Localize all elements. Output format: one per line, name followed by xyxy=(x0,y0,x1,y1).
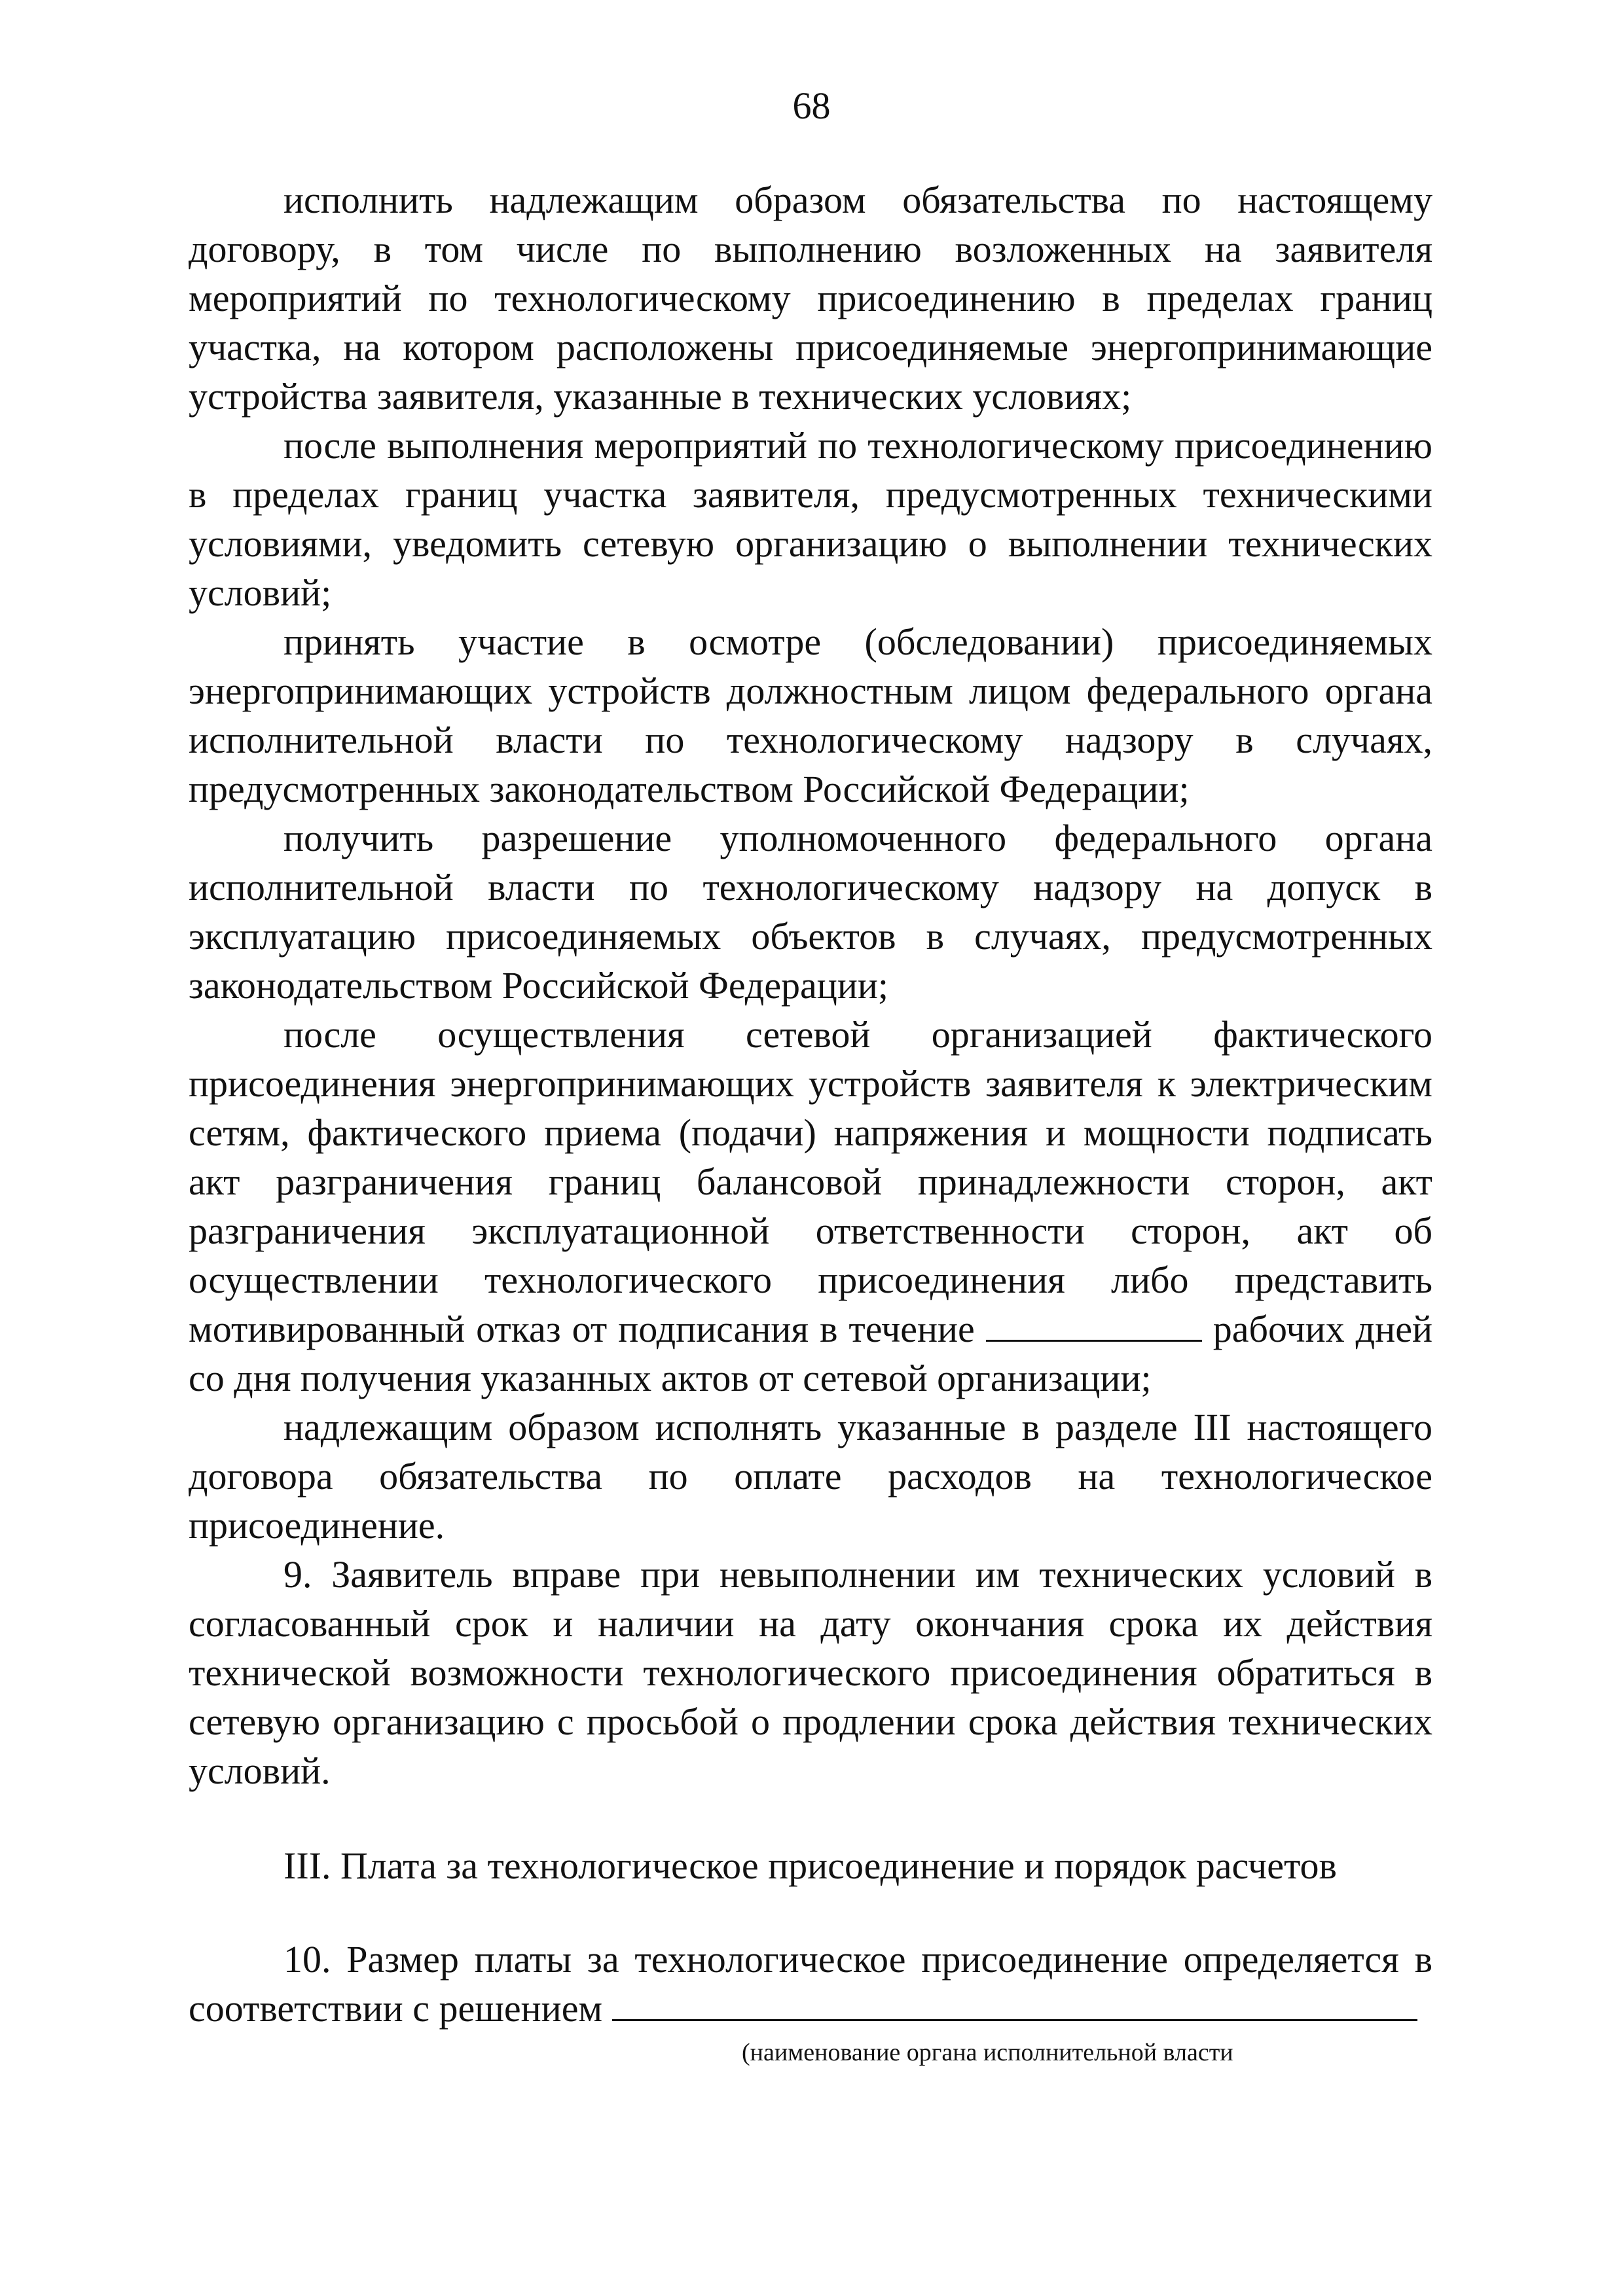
days-blank-field xyxy=(986,1307,1202,1342)
authority-caption: (наименование органа исполнительной власти xyxy=(742,2039,1233,2066)
acts-text-before: после осуществления сетевой организацией фактического присоединения энергопринимающих устройств заявителя к электрическим сетям, фактического приема (подачи) напряжения и мощности подписать акт разграничения границ балансовой принадлежности сторон, акт разграничения эксплуатационной ответственности сторон, акт об осуществлении технологического присоединения либо представить мотивированный отказ от подписания в течение xyxy=(189,1013,1432,1350)
obligation-paragraph-3: принять участие в осмотре (обследовании) присоединяемых энергопринимающих устройств должностным лицом федерального органа исполнительной власти по технологическому надзору в случаях, предусмотренных законодательством Российской Федерации; xyxy=(189,620,1432,810)
clause-10-text: 10. Размер платы за технологическое присоединение определяется в соответствии с решением xyxy=(189,1938,1432,2030)
clause-9: 9. Заявитель вправе при невыполнении им технических условий в согласованный срок и наличии на дату окончания срока их действия технической возможности технологического присоединения обратиться в сетевую организацию с просьбой о продлении срока действия технических условий. xyxy=(189,1553,1432,1792)
authority-blank-field xyxy=(612,1986,1417,2021)
obligation-paragraph-1: исполнить надлежащим образом обязательства по настоящему договору, в том числе по выполнению возложенных на заявителя мероприятий по технологическому присоединению в пределах границ участка, на котором расположены присоединяемые энергопринимающие устройства заявителя, указанные в технических условиях; xyxy=(189,179,1432,418)
obligation-paragraph-4: получить разрешение уполномоченного федерального органа исполнительной власти по технологическому надзору на допуск в эксплуатацию присоединяемых объектов в случаях, предусмотренных законодательством Российской Федерации; xyxy=(189,817,1432,1007)
obligation-paragraph-payment: надлежащим образом исполнять указанные в разделе III настоящего договора обязательства по оплате расходов на технологическое присоединение. xyxy=(189,1406,1432,1547)
clause-10 xyxy=(189,1935,1432,2033)
document-body xyxy=(189,175,1432,2067)
acts-text-after: рабочих дней со дня получения указанных актов от сетевой организации; xyxy=(189,1308,1433,1399)
page-number: 68 xyxy=(792,84,831,127)
section-heading: III. Плата за технологическое присоединение и порядок расчетов xyxy=(283,1844,1337,1887)
obligation-paragraph-acts xyxy=(189,1010,1432,1403)
obligation-paragraph-2: после выполнения мероприятий по технологическому присоединению в пределах границ участка заявителя, предусмотренных техническими условиями, уведомить сетевую организацию о выполнении технических условий; xyxy=(189,424,1432,614)
